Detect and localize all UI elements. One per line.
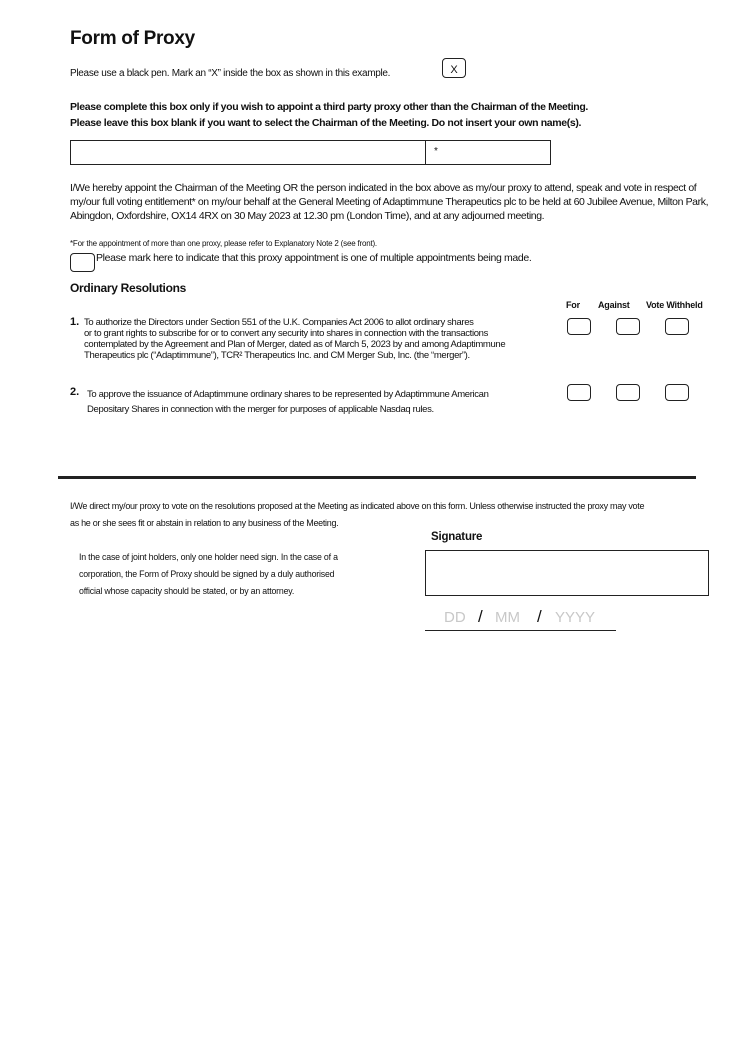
signature-field[interactable] [425, 550, 709, 596]
date-separator: / [537, 607, 542, 626]
date-year-placeholder[interactable]: YYYY [555, 609, 596, 626]
resolution-2-against-checkbox[interactable] [616, 384, 640, 401]
joint-note-line: official whose capacity should be stated, or by an attorney. [79, 586, 295, 596]
form-title: Form of Proxy [70, 28, 195, 49]
third-party-instruction: Please complete this box only if you wish to appoint a third party proxy other than the Chairman of the Meeting. [70, 101, 588, 113]
joint-note-line: In the case of joint holders, only one holder need sign. In the case of a [79, 552, 338, 562]
resolution-2-line: To approve the issuance of Adaptimmune ordinary shares to be represented by Adaptimmune American [87, 389, 489, 400]
resolution-1-against-checkbox[interactable] [616, 318, 640, 335]
section-title: Ordinary Resolutions [70, 281, 187, 295]
signature-label: Signature [431, 531, 483, 543]
resolution-1-number: 1. [70, 316, 80, 328]
direction-line: I/We direct my/our proxy to vote on the resolutions proposed at the Meeting as indicated above on this form. Unless otherwise instructed the proxy may vote [70, 501, 645, 511]
resolution-1-line: To authorize the Directors under Section 551 of the U.K. Companies Act 2006 to allot ordinary shares [84, 317, 474, 328]
resolution-1-text [84, 317, 505, 361]
example-checkbox: X [442, 58, 466, 78]
resolution-1-withheld-checkbox[interactable] [665, 318, 689, 335]
resolution-2-for-checkbox[interactable] [567, 384, 591, 401]
proxy-name-field[interactable] [70, 140, 551, 165]
date-month-placeholder[interactable]: MM [495, 609, 520, 626]
resolution-2-text [87, 387, 489, 417]
proxy-asterisk: * [434, 146, 438, 157]
resolution-1-line: or to grant rights to subscribe for or to convert any security into shares in connection with the transactions [84, 328, 488, 339]
section-divider [58, 476, 696, 479]
multiple-appointments-checkbox[interactable] [70, 253, 95, 272]
resolution-2-line: Depositary Shares in connection with the merger for purposes of applicable Nasdaq rules. [87, 404, 434, 415]
column-header-vote-withheld: Vote Withheld [646, 300, 703, 310]
appointment-paragraph: I/We hereby appoint the Chairman of the Meeting OR the person indicated in the box above as my/our proxy to attend, speak and vote in respect of my/our full voting entitlement* on my/our behalf at the General Meeting of Adaptimmune Therapeutics plc to be held at 60 Jubilee Avenue, Milton Park, Abingdon, Oxfordshire, OX14 4RX on 30 May 2023 at 12.30 pm (London Time), and at any adjourned meeting. [70, 182, 709, 222]
direction-line: as he or she sees fit or abstain in relation to any business of the Meeting. [70, 518, 339, 528]
multiple-proxy-footnote: *For the appointment of more than one proxy, please refer to Explanatory Note 2 (see front). [70, 239, 377, 248]
date-day-placeholder[interactable]: DD [444, 609, 466, 626]
resolution-2-number: 2. [70, 386, 80, 398]
chairman-instruction: Please leave this box blank if you want to select the Chairman of the Meeting. Do not insert your own name(s). [70, 117, 582, 129]
multiple-appointments-label: Please mark here to indicate that this proxy appointment is one of multiple appointments being made. [96, 252, 532, 264]
proxy-field-divider [425, 140, 426, 165]
column-header-against: Against [598, 300, 630, 310]
date-field[interactable] [425, 608, 616, 631]
joint-holders-note [79, 549, 379, 600]
resolution-1-line: contemplated by the Agreement and Plan of Merger, dated as of March 5, 2023 by and among Adaptimmune [84, 339, 506, 350]
column-header-for: For [566, 300, 580, 310]
date-separator: / [478, 607, 483, 626]
resolution-1-line: Therapeutics plc (“Adaptimmune”), TCR² Therapeutics Inc. and CM Merger Sub, Inc. (the “merger”). [84, 350, 470, 361]
resolution-2-withheld-checkbox[interactable] [665, 384, 689, 401]
pen-instruction: Please use a black pen. Mark an “X” inside the box as shown in this example. [70, 68, 391, 79]
proxy-direction-text [70, 498, 715, 532]
joint-note-line: corporation, the Form of Proxy should be signed by a duly authorised [79, 569, 335, 579]
resolution-1-for-checkbox[interactable] [567, 318, 591, 335]
